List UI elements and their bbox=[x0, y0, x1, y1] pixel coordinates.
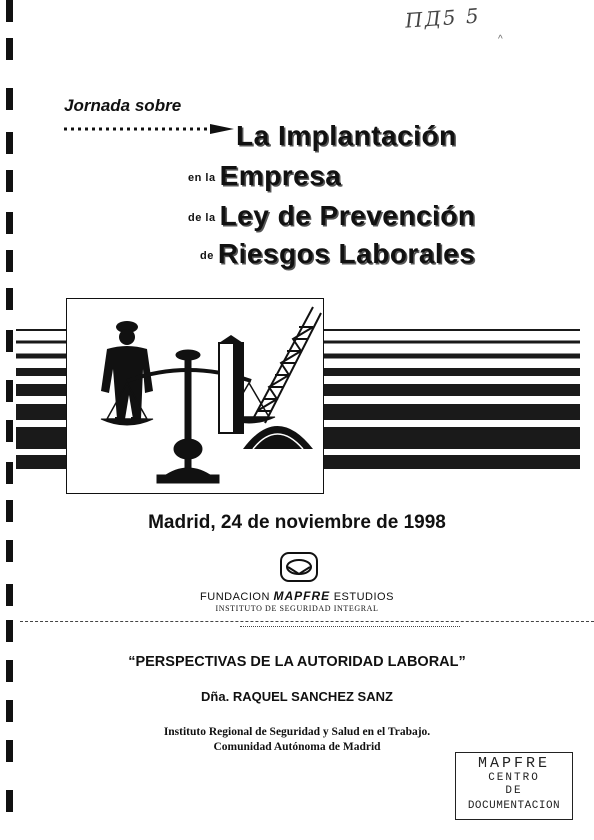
stamp-line: MAPFRE bbox=[477, 755, 550, 772]
dotted-arrow bbox=[64, 124, 234, 134]
title-text: Ley de Prevención bbox=[219, 200, 476, 231]
title-prefix: de bbox=[200, 250, 214, 262]
title-text: Riesgos Laborales bbox=[217, 238, 476, 269]
library-stamp bbox=[455, 752, 573, 820]
title-line-4 bbox=[200, 238, 475, 270]
publisher-brand: MAPFRE bbox=[273, 589, 331, 603]
stamp-line: DOCUMENTACION bbox=[467, 800, 561, 812]
talk-title: “PERSPECTIVAS DE LA AUTORIDAD LABORAL” bbox=[128, 654, 466, 670]
affiliation-line: Instituto Regional de Seguridad y Salud en el Trabajo. bbox=[163, 726, 431, 738]
publisher-left: FUNDACION bbox=[200, 591, 270, 603]
title-line-1 bbox=[236, 120, 457, 152]
title-line-3 bbox=[188, 200, 476, 232]
title-prefix: de la bbox=[188, 212, 216, 224]
stamp-line: DE bbox=[505, 785, 523, 797]
title-text: La Implantación bbox=[236, 120, 457, 151]
illustration-frame bbox=[66, 298, 324, 494]
affiliation-line: Comunidad Autónoma de Madrid bbox=[213, 741, 381, 753]
handwritten-note: ПД5 5 bbox=[404, 3, 482, 33]
title-prefix: en la bbox=[188, 172, 216, 184]
publisher-institute: INSTITUTO DE SEGURIDAD INTEGRAL bbox=[215, 604, 379, 613]
binding-marks bbox=[6, 0, 16, 840]
talk-affiliation bbox=[0, 725, 594, 755]
title-text: Empresa bbox=[219, 160, 342, 191]
talk-author: Dña. RAQUEL SANCHEZ SANZ bbox=[201, 689, 393, 704]
stamp-line: CENTRO bbox=[488, 772, 540, 784]
divider bbox=[20, 621, 594, 622]
worker-scales-crane-illustration bbox=[67, 299, 323, 493]
divider bbox=[240, 626, 460, 627]
title-line-2 bbox=[188, 160, 341, 192]
event-date: Madrid, 24 de noviembre de 1998 bbox=[148, 512, 446, 533]
intro-text: Jornada sobre bbox=[64, 96, 182, 115]
mapfre-logo-icon bbox=[280, 552, 318, 582]
publisher-right: ESTUDIOS bbox=[333, 591, 394, 603]
handwritten-mark: ^ bbox=[498, 34, 503, 45]
publisher-line bbox=[0, 589, 594, 603]
